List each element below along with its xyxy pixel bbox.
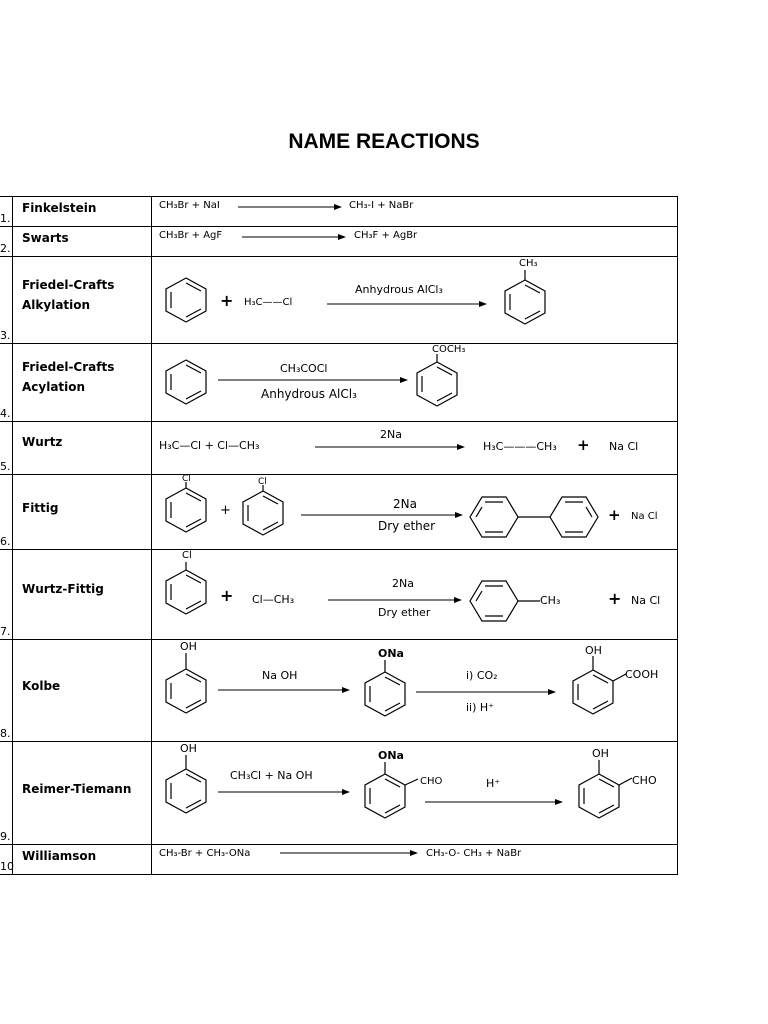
plus-sign: + (577, 436, 590, 454)
acetophenone-ring (412, 354, 462, 410)
phenol-ring (163, 755, 209, 817)
products: CH₃-I + NaBr (349, 200, 414, 211)
substituent-label: Cl (182, 550, 192, 561)
row-number: 1. (0, 212, 11, 225)
phenoxide-aldehyde-ring (358, 762, 420, 824)
table-row (0, 226, 678, 256)
reaction-arrow (416, 689, 556, 695)
reaction-condition: Dry ether (378, 519, 436, 533)
plus-sign: + (220, 586, 234, 605)
reagent: CH₃COCl (280, 362, 328, 375)
reaction-condition: H⁺ (486, 777, 501, 790)
reaction-condition: Anhydrous AlCl₃ (261, 387, 357, 401)
reaction-condition: Dry ether (378, 606, 431, 619)
byproduct: Na Cl (609, 440, 639, 453)
row-number: 10 (0, 860, 14, 873)
plus-sign: + (608, 506, 621, 524)
substituent-label: OH (585, 644, 602, 657)
reaction-condition: ii) H⁺ (466, 701, 494, 714)
reaction-name: Wurtz (22, 435, 63, 449)
row-number: 2. (0, 242, 11, 255)
reaction-condition: 2Na (393, 497, 417, 511)
reaction-name: Swarts (22, 231, 69, 245)
products: CH₃-O- CH₃ + NaBr (426, 848, 522, 859)
chlorobenzene-ring (163, 562, 209, 616)
column-divider (151, 196, 152, 875)
substituent-label: Cl (258, 477, 267, 487)
substituent-label: COOH (625, 668, 659, 681)
chlorobenzene-ring (240, 485, 286, 535)
phenoxide-ring (362, 660, 408, 720)
reaction-name: Williamson (22, 849, 97, 863)
row-number: 3. (0, 329, 11, 342)
reaction-condition: 2Na (380, 428, 402, 441)
reaction-name: Fittig (22, 501, 59, 515)
reaction-condition: Anhydrous AlCl₃ (355, 283, 443, 296)
toluene-ring (470, 578, 550, 624)
reactants: CH₃Br + AgF (159, 230, 223, 241)
product-substituent: CH₃ (540, 594, 561, 607)
substituent-label: OH (592, 747, 609, 760)
page-title: NAME REACTIONS (288, 130, 480, 153)
reaction-arrow (301, 512, 463, 518)
substituent-label: Cl (182, 474, 191, 484)
reactants: CH₃Br + NaI (159, 200, 220, 211)
phenol-ring (163, 653, 209, 717)
row-number: 8. (0, 727, 11, 740)
substituent-label: ONa (378, 647, 404, 660)
reactants: H₃C—Cl + Cl—CH₃ (159, 439, 260, 452)
reagent: CH₃Cl + Na OH (230, 769, 313, 782)
row-number: 7. (0, 625, 11, 638)
reaction-arrow (242, 234, 346, 240)
substituent-label: CHO (632, 774, 657, 787)
reaction-arrow (218, 377, 408, 383)
row-number: 9. (0, 830, 11, 843)
reagent: Cl—CH₃ (252, 593, 295, 606)
chlorobenzene-ring (163, 482, 209, 532)
reactants: CH₃-Br + CH₃-ONa (159, 848, 251, 859)
benzene-ring (163, 277, 209, 323)
reaction-arrow (280, 850, 418, 856)
reaction-name: Friedel-Crafts Acylation (22, 360, 115, 394)
substituent-label: COCH₃ (432, 344, 466, 355)
reaction-name: Kolbe (22, 679, 61, 693)
substituent-label: ONa (378, 749, 404, 762)
byproduct: Na Cl (631, 511, 658, 522)
substituent-label: OH (180, 742, 197, 755)
reaction-name: Wurtz-Fittig (22, 582, 104, 596)
reaction-arrow (238, 204, 342, 210)
salicylaldehyde-ring (572, 760, 634, 822)
reagent: Na OH (262, 669, 298, 682)
benzene-ring (163, 359, 209, 405)
byproduct: Na Cl (631, 594, 661, 607)
reaction-arrow (218, 687, 350, 693)
salicylic-acid-ring (566, 656, 628, 718)
reaction-arrow (328, 597, 462, 603)
reaction-arrow (327, 301, 487, 307)
products: CH₃F + AgBr (354, 230, 418, 241)
reaction-name: Friedel-Crafts Alkylation (22, 278, 115, 312)
substituent-label: OH (180, 640, 197, 653)
reaction-arrow (218, 789, 350, 795)
toluene-ring (500, 270, 550, 328)
reaction-condition: 2Na (392, 577, 414, 590)
reaction-name: Finkelstein (22, 201, 97, 215)
reaction-name: Reimer-Tiemann (22, 782, 132, 796)
substituent-label: CHO (420, 776, 443, 787)
plus-sign: + (608, 589, 622, 608)
plus-sign: + (220, 503, 231, 518)
products: H₃C———CH₃ (483, 440, 557, 453)
column-divider (12, 196, 13, 875)
plus-sign: + (220, 291, 234, 310)
table-row (0, 196, 678, 226)
reaction-condition: i) CO₂ (466, 669, 498, 682)
column-divider (677, 196, 678, 875)
row-number: 5. (0, 460, 11, 473)
row-number: 4. (0, 407, 11, 420)
biphenyl (470, 494, 600, 540)
table-row (0, 844, 678, 875)
reaction-arrow (315, 444, 465, 450)
reaction-arrow (425, 799, 563, 805)
row-number: 6. (0, 535, 11, 548)
reagent: H₃C——Cl (244, 297, 293, 308)
substituent-label: CH₃ (519, 258, 538, 269)
